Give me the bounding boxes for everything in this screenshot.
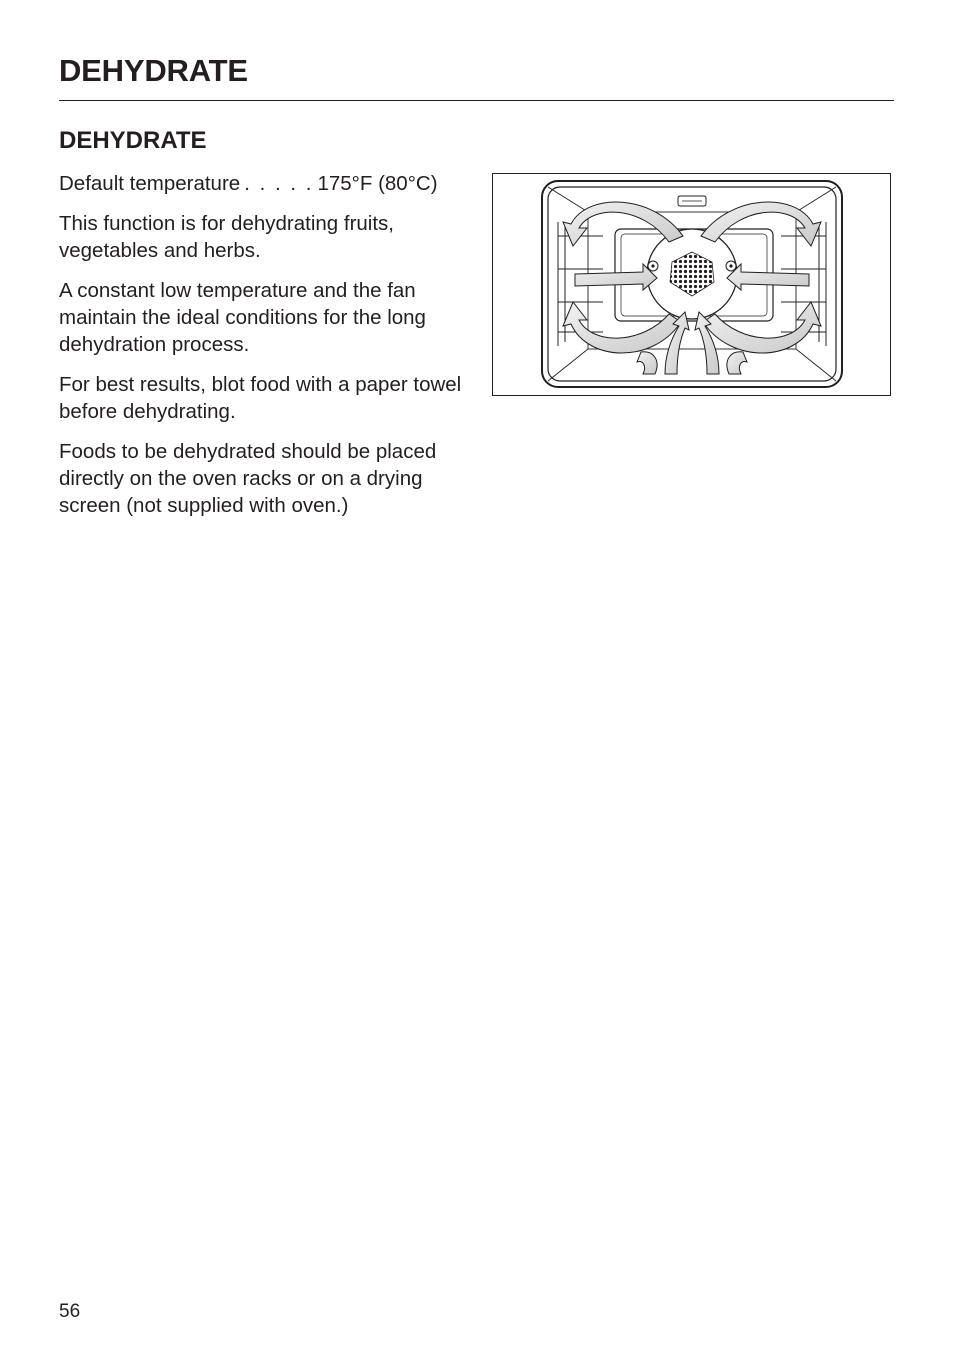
section-heading: DEHYDRATE xyxy=(59,127,207,154)
title-divider xyxy=(59,100,894,101)
paragraph-placement: Foods to be dehydrated should be placed directly on the oven racks or on a drying screen (not supplied with oven.) xyxy=(59,440,437,517)
default-temperature-line xyxy=(59,170,479,197)
default-temperature-label: Default temperature xyxy=(59,172,241,195)
page-title: DEHYDRATE xyxy=(59,53,248,88)
paragraph-conditions: A constant low temperature and the fan maintain the ideal conditions for the long dehydration process. xyxy=(59,279,426,356)
paragraph-best-results: For best results, blot food with a paper towel before dehydrating. xyxy=(59,373,462,423)
paragraph-purpose: This function is for dehydrating fruits, vegetables and herbs. xyxy=(59,212,394,262)
leader-dots: . . . . . xyxy=(244,172,314,195)
body-text xyxy=(59,170,479,532)
oven-airflow-illustration xyxy=(493,174,890,395)
default-temperature-value: 175°F (80°C) xyxy=(317,172,438,195)
page-number: 56 xyxy=(59,1301,81,1322)
oven-airflow-figure xyxy=(492,173,891,396)
